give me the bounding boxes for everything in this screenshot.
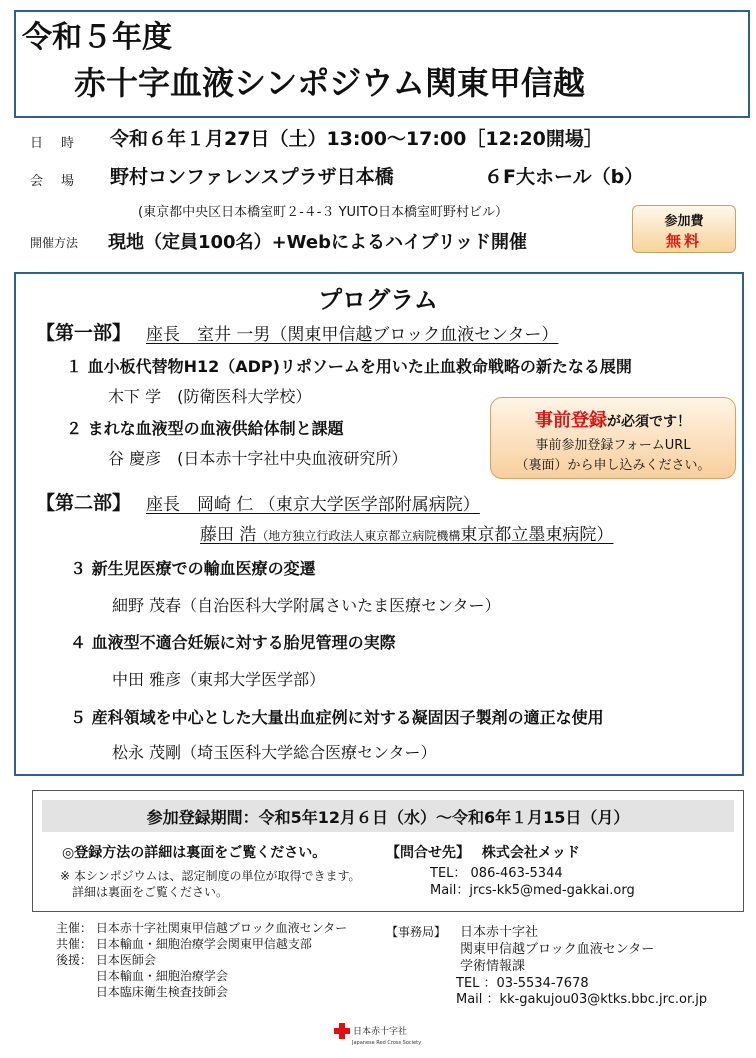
program-title: プログラム	[318, 286, 438, 314]
venue-address: (東京都中央区日本橋室町２-４-３ YUITO日本橋室町野村ビル）	[138, 205, 509, 220]
organizer-line: 主催： 日本赤十字社関東甲信越ブロック血液センター	[56, 921, 348, 935]
talk-5-title: ５ 産科領域を中心とした大量出血症例に対する凝固因子製剤の適正な使用	[70, 708, 604, 727]
certification-note-line2: 詳細は裏面をご覧ください。	[60, 885, 229, 899]
office-line: 学術情報課	[460, 959, 526, 974]
talk-3-title: ３ 新生児医療での輸血医療の変遷	[70, 559, 316, 578]
talk-2-speaker: 谷 慶彦 (日本赤十字社中央血液研究所）	[108, 449, 408, 468]
venue-hall: ６F大ホール（b）	[484, 166, 644, 188]
registration-detail-note: ◎登録方法の詳細は裏面をご覧ください。	[62, 845, 327, 861]
fee-badge	[632, 205, 736, 253]
talk-5-speaker: 松永 茂剛（埼玉医科大学総合医療センター）	[112, 743, 437, 762]
part2-chair2-org: 東京都立墨東病院）	[460, 525, 614, 545]
office-line: 関東甲信越ブロック血液センター	[460, 942, 655, 957]
registration-period: 参加登録期間：令和5年12月６日（水）～令和6年１月15日（月）	[146, 808, 630, 827]
event-title: 赤十字血液シンポジウム関東甲信越	[74, 64, 585, 102]
fee-value: 無料	[665, 232, 702, 250]
venue-label: 会場	[30, 174, 93, 189]
part1-chair: 座長 室井 一男（関東甲信越ブロック血液センター）	[146, 325, 559, 345]
office-lines	[460, 924, 654, 975]
part2-chair2-name: 藤田 浩	[200, 525, 257, 545]
callout-line3: （裏面）から申し込みください。	[515, 458, 711, 473]
contact-tel: TEL： 086-463-5344	[430, 866, 563, 881]
talk-4-title: ４ 血液型不適合妊娠に対する胎児管理の実際	[70, 633, 396, 652]
callout-line2: 事前参加登録フォームURL	[535, 438, 691, 453]
office-line: 日本赤十字社	[460, 925, 539, 940]
part2-chair2	[200, 520, 613, 545]
method-label: 開催方法	[30, 236, 79, 250]
office-tel: TEL ：03-5534-7678	[456, 976, 589, 991]
part2-chair: 座長 岡崎 仁 （東京大学医学部附属病院）	[146, 495, 480, 515]
contact-heading: 【問合せ先】 株式会社メッド	[386, 845, 580, 861]
organizer-line: 日本臨床衛生検査技師会	[56, 985, 228, 999]
fee-label: 参加費	[664, 214, 704, 229]
certification-note	[60, 868, 361, 900]
event-year: 令和５年度	[22, 20, 172, 55]
logo-text: 日本赤十字社	[353, 1027, 408, 1037]
certification-note-line1: ※ 本シンポジウムは、認定制度の単位が取得できます。	[60, 869, 361, 883]
red-cross-icon	[334, 1023, 350, 1039]
organizer-line: 日本輸血・細胞治療学会	[56, 969, 228, 983]
talk-4-speaker: 中田 雅彦（東邦大学医学部）	[112, 670, 326, 689]
talk-1-title: １ 血小板代替物H12（ADP)リポソームを用いた止血救命戦略の新たなる展開	[66, 357, 632, 376]
organizer-line: 後援： 日本医師会	[56, 953, 156, 967]
part1-heading: 【第一部】	[36, 322, 132, 344]
office-mail[interactable]: Mail ：kk-gakujou03@ktks.bbc.jrc.or.jp	[456, 992, 708, 1007]
logo-subtext: Japanese Red Cross Society	[352, 1040, 422, 1046]
callout-line1	[491, 406, 735, 432]
organizers-list	[56, 920, 347, 1000]
contact-mail[interactable]: Mail：jrcs-kk5@med-gakkai.org	[430, 883, 635, 898]
datetime-label: 日時	[30, 136, 93, 151]
organizer-line: 共催： 日本輸血・細胞治療学会関東甲信越支部	[56, 937, 312, 951]
venue-name: 野村コンファレンスプラザ日本橋	[110, 166, 394, 188]
callout-emphasis: 事前登録	[535, 410, 607, 431]
talk-1-speaker: 木下 学 (防衛医科大学校）	[108, 387, 312, 406]
jrc-logo	[334, 1020, 407, 1039]
method-value: 現地（定員100名）+Webによるハイブリッド開催	[108, 232, 527, 253]
office-label: 【事務局】	[386, 925, 447, 939]
talk-3-speaker: 細野 茂春（自治医科大学附属さいたま医療センター）	[112, 596, 501, 615]
talk-2-title: ２ まれな血液型の血液供給体制と課題	[66, 419, 344, 438]
part2-heading: 【第二部】	[36, 492, 132, 514]
datetime-value: 令和６年１月27日（土）13:00～17:00［12:20開場］	[110, 128, 603, 150]
part2-chair2-org-small: （地方独立行政法人東京都立病院機構	[256, 529, 461, 543]
callout-line1-rest: が必須です！	[607, 414, 691, 430]
preregistration-callout	[490, 397, 736, 479]
